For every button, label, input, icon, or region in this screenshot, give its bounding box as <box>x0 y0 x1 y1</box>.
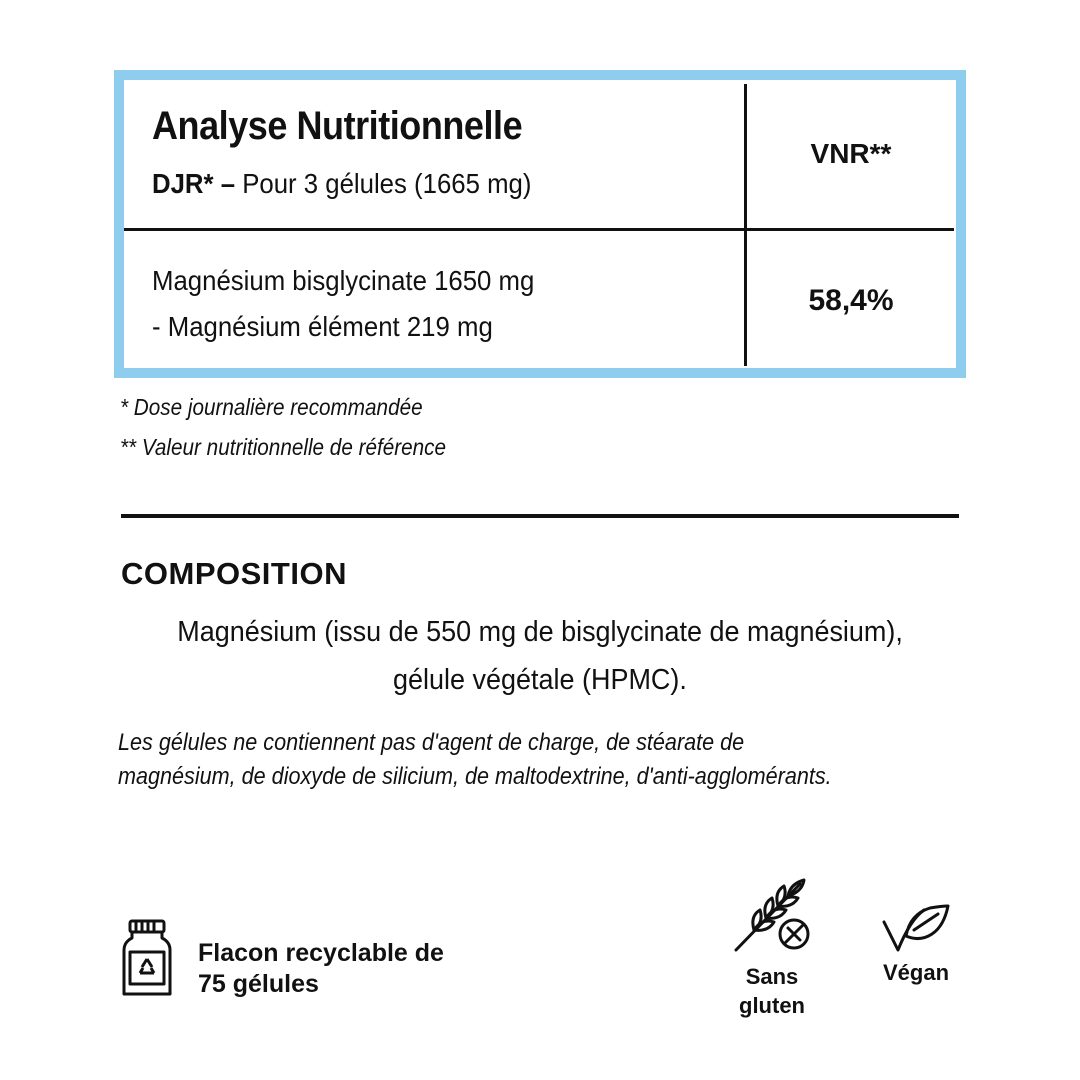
gluten-line-2: gluten <box>739 993 805 1018</box>
gluten-free-label <box>720 962 824 1020</box>
composition-line-1: Magnésium (issu de 550 mg de bisglycinate de magnésium), <box>177 616 903 648</box>
vnr-header: VNR** <box>810 138 892 169</box>
subtitle-djr: DJR* – <box>152 168 236 199</box>
bottle-line-1: Flacon recyclable de <box>198 939 444 967</box>
nutrient-line-2: - Magnésium élément 219 mg <box>152 311 493 342</box>
bottle-line-2: 75 gélules <box>198 970 319 998</box>
recyclable-bottle-icon <box>120 918 174 998</box>
vegan-leaf-icon <box>880 900 952 960</box>
table-column-divider <box>744 84 747 366</box>
nutrient-vnr-value: 58,4% <box>808 284 894 317</box>
composition-line-2: gélule végétale (HPMC). <box>393 664 687 696</box>
note-line-1: Les gélules ne contiennent pas d'agent de charge, de stéarate de <box>118 729 745 756</box>
nutrition-title: Analyse Nutritionnelle <box>152 104 523 148</box>
table-row-divider <box>124 228 954 231</box>
gluten-free-wheat-icon <box>730 876 814 956</box>
gluten-line-1: Sans <box>745 964 799 989</box>
composition-note <box>118 726 832 794</box>
composition-title: COMPOSITION <box>121 556 347 591</box>
nutrient-line-1: Magnésium bisglycinate 1650 mg <box>152 265 535 296</box>
footnote-djr: * Dose journalière recommandée <box>120 394 423 420</box>
nutrition-subtitle <box>152 168 531 200</box>
section-divider <box>121 514 959 518</box>
composition-text <box>0 608 1080 704</box>
subtitle-dose: Pour 3 gélules (1665 mg) <box>235 168 532 199</box>
bottle-label <box>198 938 444 1000</box>
vegan-label: Végan <box>882 960 950 985</box>
note-line-2: magnésium, de dioxyde de silicium, de maltodextrine, d'anti-agglomérants. <box>118 763 832 790</box>
footnote-vnr: ** Valeur nutritionnelle de référence <box>120 434 447 460</box>
nutrient-row-label <box>152 258 534 350</box>
